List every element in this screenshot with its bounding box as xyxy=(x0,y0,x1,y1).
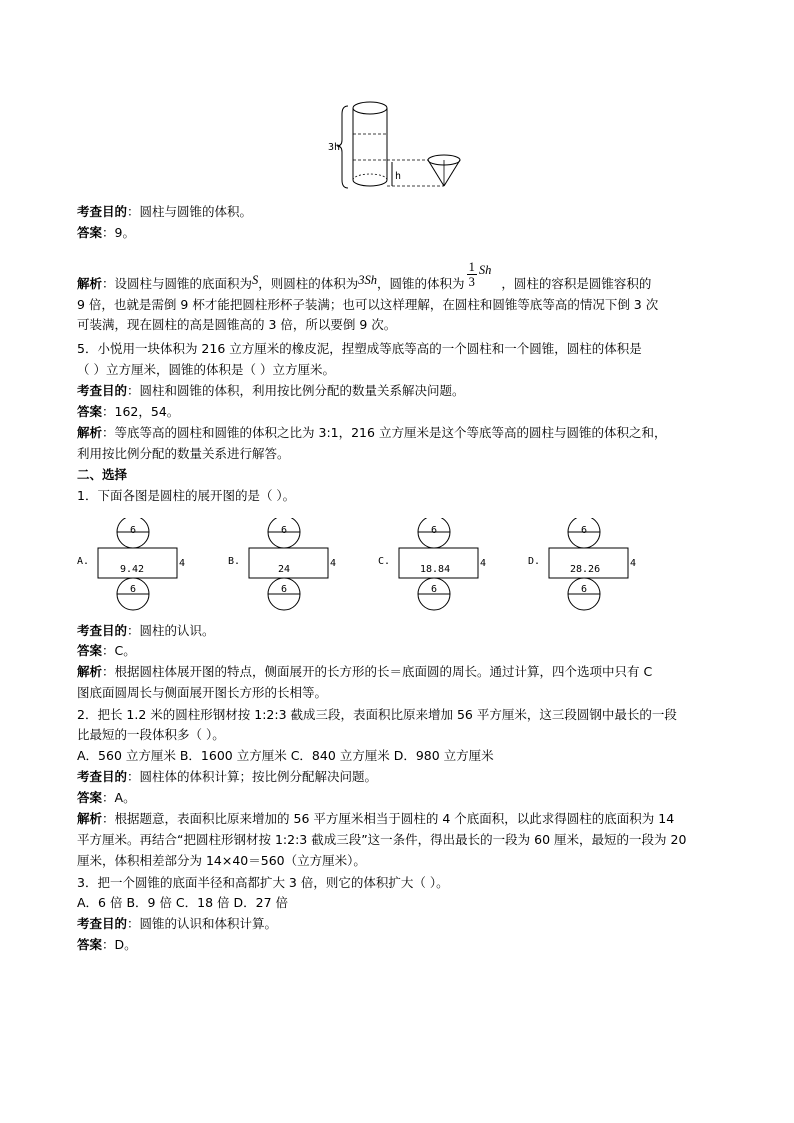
c2-answer: 答案：A。 xyxy=(77,790,136,805)
c1-analysis: 解析：根据圆柱体展开图的特点，侧面展开的长方形的长＝底面圆的周长。通过计算，四个选项中只有 C xyxy=(77,664,653,679)
q5-analysis: 解析：等底等高的圆柱和圆锥的体积之比为 3:1，216 立方厘米是这个等底等高的圆柱与圆锥的体积之和， xyxy=(77,425,667,440)
rect-length-label: 28.26 xyxy=(570,564,601,575)
c2-line2: 比最短的一段体积多（ ）。 xyxy=(77,727,225,742)
rect-length-label: 9.42 xyxy=(120,564,145,575)
c2-aim: 考查目的：圆柱体的体积计算；按比例分配解决问题。 xyxy=(77,769,378,784)
label-3h: 3h xyxy=(328,142,341,153)
option-letter: D. xyxy=(528,556,541,567)
rect-length-label: 18.84 xyxy=(420,564,451,575)
q5-analysis-line2: 利用按比例分配的数量关系进行解答。 xyxy=(77,446,290,461)
c3-line1: 3．把一个圆锥的底面半径和高都扩大 3 倍，则它的体积扩大（ ）。 xyxy=(77,875,449,890)
cylinder-cone-figure xyxy=(326,98,476,198)
q5-aim: 考查目的：圆柱和圆锥的体积，利用按比例分配的数量关系解决问题。 xyxy=(77,383,465,398)
q5-line1: 5．小悦用一块体积为 216 立方厘米的橡皮泥，捏塑成等底等高的一个圆柱和一个圆锥，圆柱的体积是 xyxy=(77,341,642,356)
c1-question: 1．下面各图是圆柱的展开图的是（ ）。 xyxy=(77,488,296,503)
rect-side-label: 4 xyxy=(630,558,637,569)
circle-bottom-label: 6 xyxy=(431,584,438,595)
c2-analysis: 解析：根据题意，表面积比原来增加的 56 平方厘米相当于圆柱的 4 个底面积，以此求得圆柱的底面积为 14 xyxy=(77,811,675,826)
circle-top-label: 6 xyxy=(281,525,288,536)
option-d-diagram xyxy=(528,518,648,612)
option-letter: A. xyxy=(77,556,90,567)
fraction-one-third: $\frac{1}{3}$ xyxy=(468,260,475,289)
c2-options: A．560 立方厘米 B．1600 立方厘米 C．840 立方厘米 D．980 立方厘米 xyxy=(77,748,494,763)
rect-side-label: 4 xyxy=(330,558,337,569)
rect-side-label: 4 xyxy=(179,558,186,569)
c1-analysis-line2: 图底面圆周长与侧面展开图长方形的长相等。 xyxy=(77,685,328,700)
option-b-diagram xyxy=(228,518,348,612)
circle-top-label: 6 xyxy=(581,525,588,536)
option-a-diagram xyxy=(77,518,197,612)
c3-aim: 考查目的：圆锥的认识和体积计算。 xyxy=(77,916,278,931)
c1-aim: 考查目的：圆柱的认识。 xyxy=(77,623,215,638)
block1-analysis-line2: 9 倍，也就是需倒 9 杯才能把圆柱形杯子装满；也可以这样理解，在圆柱和圆锥等底等高的情况下倒 3 次 xyxy=(77,297,659,312)
circle-top-label: 6 xyxy=(130,525,137,536)
c3-options: A．6 倍 B．9 倍 C．18 倍 D．27 倍 xyxy=(77,895,289,910)
option-letter: C. xyxy=(378,556,391,567)
block1-analysis-line3: 可装满，现在圆柱的高是圆锥高的 3 倍，所以要倒 9 次。 xyxy=(77,317,397,332)
section-title: 二、选择 xyxy=(77,467,128,482)
rect-side-label: 4 xyxy=(480,558,487,569)
block1-aim: 考查目的：圆柱与圆锥的体积。 xyxy=(77,204,253,219)
q5-line2: （ ）立方厘米，圆锥的体积是（ ）立方厘米。 xyxy=(77,362,335,377)
c3-answer: 答案：D。 xyxy=(77,937,137,952)
option-c-diagram xyxy=(378,518,498,612)
block1-analysis: 解析：设圆柱与圆锥的底面积为S，则圆柱的体积为3Sh，圆锥的体积为 $\frac{1}{3}$ Sh，圆柱的容积是圆锥容积的 xyxy=(77,260,652,291)
c1-answer: 答案：C。 xyxy=(77,643,136,658)
option-letter: B. xyxy=(228,556,241,567)
block1-answer: 答案：9。 xyxy=(77,225,135,240)
circle-bottom-label: 6 xyxy=(130,584,137,595)
circle-bottom-label: 6 xyxy=(581,584,588,595)
c2-analysis-line2: 平方厘米。再结合“把圆柱形钢材按 1:2:3 截成三段”这一条件，得出最长的一段为 60 厘米，最短的一段为 20 xyxy=(77,832,687,847)
c2-analysis-line3: 厘米，体积相差部分为 14×40＝560（立方厘米）。 xyxy=(77,853,366,868)
rect-length-label: 24 xyxy=(278,564,291,575)
label-h: h xyxy=(395,171,402,182)
c2-line1: 2．把长 1.2 米的圆柱形钢材按 1:2:3 截成三段，表面积比原来增加 56 平方厘米，这三段圆钢中最长的一段 xyxy=(77,707,677,722)
circle-top-label: 6 xyxy=(431,525,438,536)
q5-answer: 答案：162，54。 xyxy=(77,404,180,419)
circle-bottom-label: 6 xyxy=(281,584,288,595)
